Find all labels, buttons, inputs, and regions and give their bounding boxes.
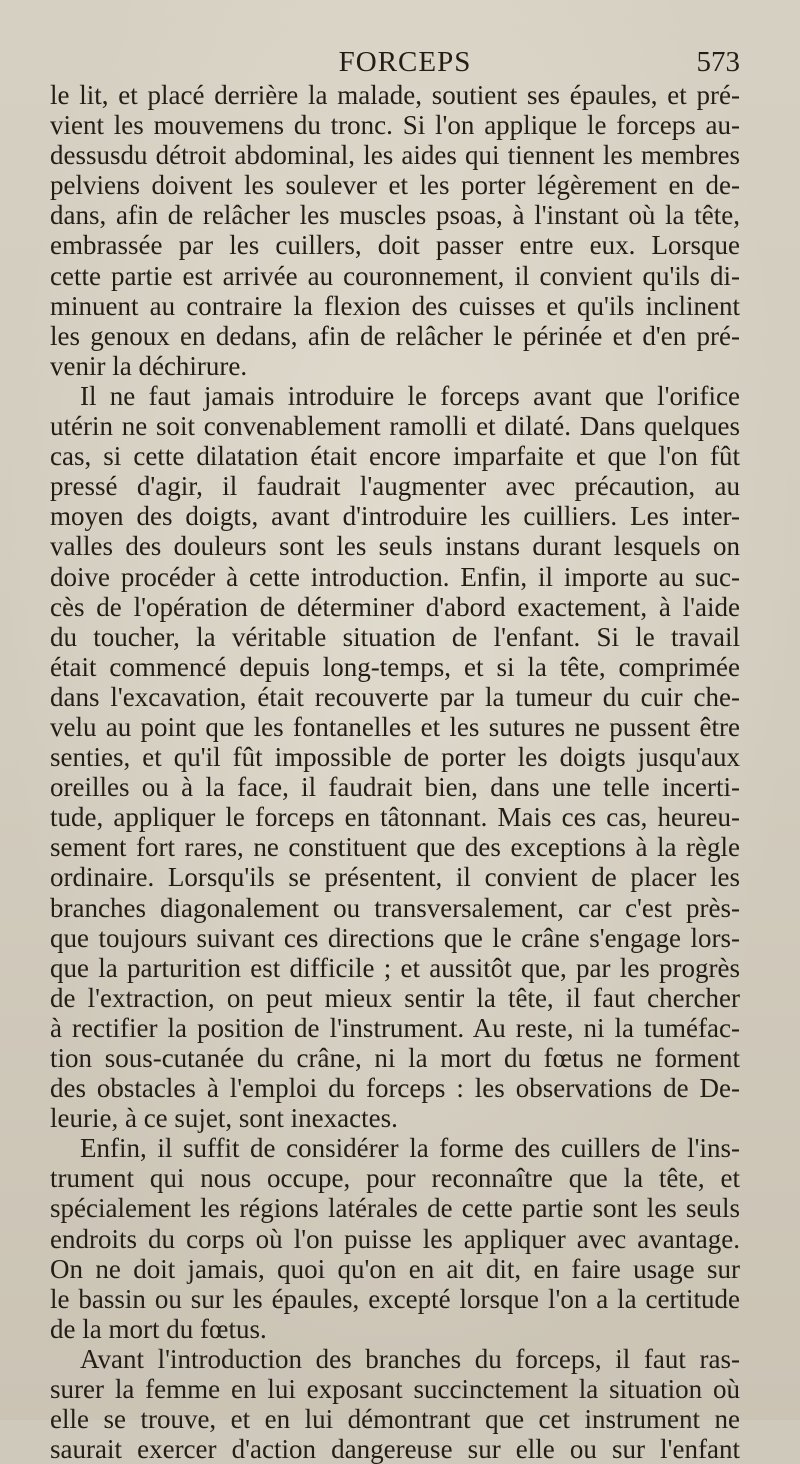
- text-line: du toucher, la véritable situation de l'enfant. Si le travail: [50, 621, 740, 652]
- text-line: était commencé depuis long-temps, et si la tête, comprimée: [50, 651, 740, 682]
- text-line: trument qui nous occupe, pour reconnaître que la tête, et: [50, 1163, 740, 1194]
- text-line: embrassée par les cuillers, doit passer entre eux. Lorsque: [50, 230, 740, 261]
- text-line: On ne doit jamais, quoi qu'on en ait dit, en faire usage sur: [50, 1253, 740, 1284]
- text-line: valles des douleurs sont les seuls instans durant lesquels on: [50, 531, 740, 562]
- text-line: sement fort rares, ne constituent que des exceptions à la règle: [50, 832, 740, 863]
- paragraph-start-line: Enfin, il suffit de considérer la forme des cuillers de l'ins-: [80, 1133, 740, 1164]
- text-line: pelviens doivent les soulever et les porter légèrement en de-: [50, 170, 740, 201]
- text-line: que toujours suivant ces directions que le crâne s'engage lors-: [50, 922, 740, 953]
- text-line: saurait exercer d'action dangereuse sur elle ou sur l'enfant: [50, 1434, 740, 1464]
- text-line: à rectifier la position de l'instrument. Au reste, ni la tuméfac-: [50, 1012, 740, 1043]
- text-line: cette partie est arrivée au couronnement, il convient qu'ils di-: [50, 260, 740, 291]
- text-line: endroits du corps où l'on puisse les appliquer avec avantage.: [50, 1223, 740, 1254]
- text-line: que la parturition est difficile ; et aussitôt que, par les progrès: [50, 952, 740, 983]
- text-line: dessusdu détroit abdominal, les aides qui tiennent les membres: [50, 140, 740, 171]
- text-line: de la mort du fœtus.: [50, 1313, 267, 1344]
- text-line: vient les mouvemens du tronc. Si l'on applique le forceps au-: [50, 110, 740, 141]
- text-line: venir la déchirure.: [50, 350, 248, 381]
- text-line: des obstacles à l'emploi du forceps : les observations de De-: [50, 1073, 740, 1104]
- text-line: dans l'excavation, était recouverte par la tumeur du cuir che-: [50, 681, 740, 712]
- text-line: moyen des doigts, avant d'introduire les cuilliers. Les inter-: [50, 501, 740, 532]
- text-line: le lit, et placé derrière la malade, soutient ses épaules, et pré-: [50, 80, 740, 110]
- paragraph-start-line: Avant l'introduction des branches du forceps, il faut ras-: [80, 1343, 740, 1374]
- text-line: senties, et qu'il fût impossible de porter les doigts jusqu'aux: [50, 742, 740, 773]
- text-line: cès de l'opération de déterminer d'abord exactement, à l'aide: [50, 591, 740, 622]
- paragraph-start-line: Il ne faut jamais introduire le forceps avant que l'orifice: [80, 380, 740, 411]
- text-line: tude, appliquer le forceps en tâtonnant. Mais ces cas, heureu-: [50, 802, 740, 833]
- text-line: ordinaire. Lorsqu'ils se présentent, il convient de placer les: [50, 862, 740, 893]
- text-line: dans, afin de relâcher les muscles psoas, à l'instant où la tête,: [50, 200, 740, 231]
- text-line: pressé d'agir, il faudrait l'augmenter avec précaution, au: [50, 471, 740, 502]
- text-line: cas, si cette dilatation était encore imparfaite et que l'on fût: [50, 441, 740, 472]
- page-number: 573: [696, 46, 740, 78]
- text-line: utérin ne soit convenablement ramolli et dilaté. Dans quelques: [50, 411, 740, 442]
- text-line: surer la femme en lui exposant succinctement la situation où: [50, 1374, 740, 1405]
- running-title: FORCEPS: [338, 46, 472, 78]
- text-line: oreilles ou à la face, il faudrait bien, dans une telle incerti-: [50, 772, 740, 803]
- text-line: velu au point que les fontanelles et les sutures ne pussent être: [50, 711, 740, 742]
- text-line: le bassin ou sur les épaules, excepté lorsque l'on a la certitude: [50, 1283, 740, 1314]
- text-line: spécialement les régions latérales de cette partie sont les seuls: [50, 1193, 740, 1224]
- text-line: doive procéder à cette introduction. Enfin, il importe au suc-: [50, 561, 740, 592]
- text-line: de l'extraction, on peut mieux sentir la tête, il faut chercher: [50, 982, 740, 1013]
- text-line: tion sous-cutanée du crâne, ni la mort du fœtus ne forment: [50, 1043, 740, 1073]
- body-text: [50, 80, 740, 1464]
- text-line: les genoux en dedans, afin de relâcher le périnée et d'en pré-: [50, 320, 740, 351]
- text-line: elle se trouve, et en lui démontrant que cet instrument ne: [50, 1404, 740, 1435]
- text-line: minuent au contraire la flexion des cuisses et qu'ils inclinent: [50, 290, 740, 321]
- text-line: leurie, à ce sujet, sont inexactes.: [50, 1103, 398, 1134]
- text-line: branches diagonalement ou transversalement, car c'est près-: [50, 892, 740, 923]
